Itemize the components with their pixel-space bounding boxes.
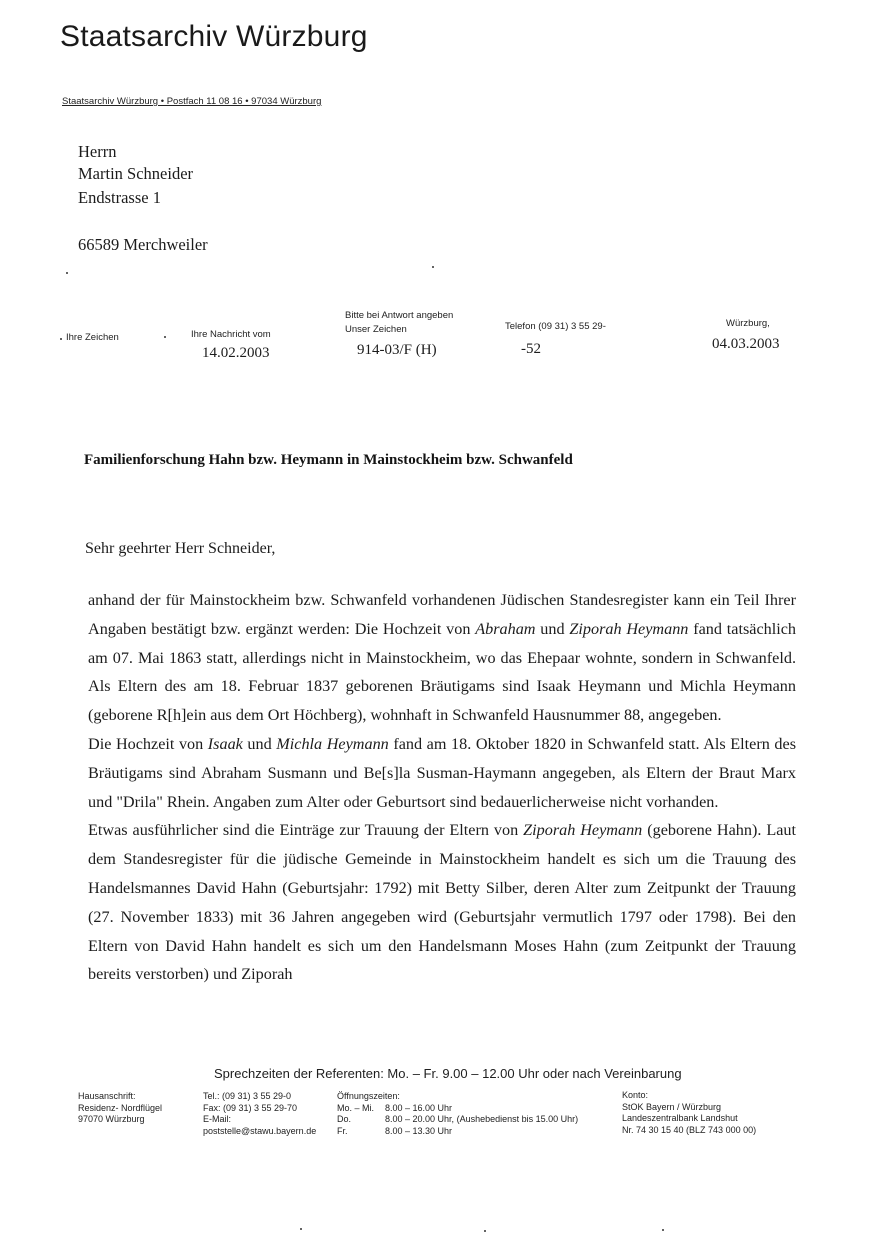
letter-body	[88, 586, 796, 989]
footer-opening-hours: Öffnungszeiten: Mo. – Mi. 8.00 – 16.00 Uhr Do. 8.00 – 20.00 Uhr, (Aushebedienst bis 15.00 Uhr) Fr. 8.00 – 13.30 Uhr	[337, 1091, 579, 1136]
our-sign-value: 914-03/F (H)	[357, 342, 437, 358]
footer-bank-account: Konto: StOK Bayern / Würzburg Landeszentralbank Landshut Nr. 74 30 15 40 (BLZ 743 000 00)	[622, 1090, 757, 1135]
body-paragraph: anhand der für Mainstockheim bzw. Schwanfeld vorhandenen Jüdischen Standesregister kann ein Teil Ihrer Angaben bestätigt bzw. ergänzt werden: Die Hochzeit von Abraham und Ziporah Heymann fand tatsächlich am 07. Mai 1863 statt, allerdings nicht in Mainstockheim, wo das Ehepaar wohnte, sondern in Schwanfeld. Als Eltern des am 18. Februar 1837 geborenen Bräutigams sind Isaak Heymann und Michla Heymann (geborene R[h]ein aus dem Ort Höchberg), wohnhaft in Schwanfeld Hausnummer 88, angegeben.	[88, 591, 796, 725]
recipient-salutation: Herrn	[78, 142, 117, 161]
footer-email[interactable]: poststelle@stawu.bayern.de	[203, 1125, 317, 1136]
our-sign-label-1: Bitte bei Antwort angeben	[345, 310, 454, 321]
your-sign-label: Ihre Zeichen	[66, 332, 119, 343]
scan-speck	[300, 1228, 302, 1230]
letter-date: 04.03.2003	[712, 336, 780, 352]
footer-house-address: Hausanschrift: Residenz- Nordflügel 97070 Würzburg	[78, 1091, 163, 1124]
body-paragraph: Etwas ausführlicher sind die Einträge zur Trauung der Eltern von Ziporah Heymann (geborene Hahn). Laut dem Standesregister für die jüdische Gemeinde in Mainstockheim handelt es sich um die Trauung des Handelsmannes David Hahn (Geburtsjahr: 1792) mit Betty Silber, deren Alter zum Zeitpunkt der Trauung (27. November 1833) mit 36 Jahren angegeben wird (Geburtsjahr vermutlich 1797 oder 1798). Bei den Eltern von David Hahn handelt es sich um den Handelsmann Moses Hahn (zum Zeitpunkt der Trauung bereits verstorben) und Ziporah	[88, 821, 796, 984]
recipient-name: Martin Schneider	[78, 164, 194, 183]
return-address-line: Staatsarchiv Würzburg • Postfach 11 08 16 • 97034 Würzburg	[62, 96, 322, 107]
place-label: Würzburg,	[726, 318, 770, 329]
scan-speck	[662, 1229, 664, 1231]
scan-speck	[60, 338, 62, 340]
recipient-city: 66589 Merchweiler	[78, 235, 208, 254]
letter-greeting: Sehr geehrter Herr Schneider,	[85, 540, 276, 557]
recipient-street: Endstrasse 1	[78, 188, 161, 207]
phone-label: Telefon (09 31) 3 55 29-	[505, 321, 606, 332]
scan-speck	[66, 272, 68, 274]
scan-speck	[432, 266, 434, 268]
letter-subject: Familienforschung Hahn bzw. Heymann in Mainstockheim bzw. Schwanfeld	[84, 452, 573, 468]
footer-contact: Tel.: (09 31) 3 55 29-0 Fax: (09 31) 3 55 29-70 E-Mail: poststelle@stawu.bayern.de	[203, 1091, 317, 1136]
office-hours: Sprechzeiten der Referenten: Mo. – Fr. 9.00 – 12.00 Uhr oder nach Vereinbarung	[214, 1066, 682, 1081]
your-message-date: 14.02.2003	[202, 345, 270, 361]
body-paragraph: Die Hochzeit von Isaak und Michla Heymann fand am 18. Oktober 1820 in Schwanfeld statt. Als Eltern des Bräutigams sind Abraham Susmann und Be[s]la Susman-Haymann angegeben, als Eltern der Braut Marx und "Drila" Rhein. Angaben zum Alter oder Geburtsort sind bedauerlicherweise nicht vorhanden.	[88, 734, 797, 811]
phone-extension: -52	[521, 341, 541, 357]
your-message-label: Ihre Nachricht vom	[191, 329, 271, 340]
scan-speck	[484, 1230, 486, 1232]
org-title: Staatsarchiv Würzburg	[60, 20, 368, 53]
our-sign-label-2: Unser Zeichen	[345, 324, 407, 335]
scan-speck	[164, 336, 166, 338]
